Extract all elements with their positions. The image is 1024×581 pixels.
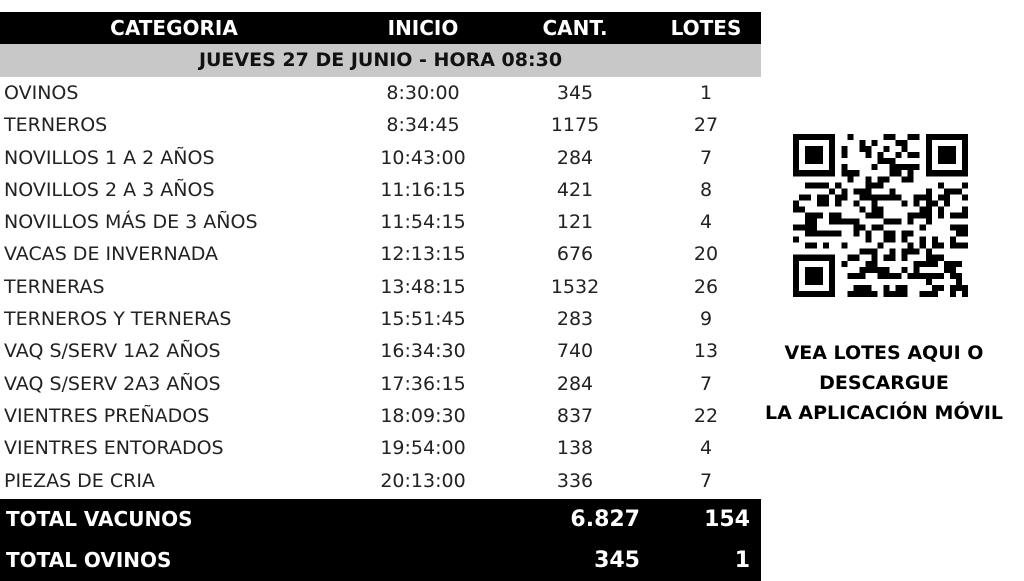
cell-inicio: 20:13:00 [380,469,466,492]
header-cant: CANT. [542,16,608,40]
cell-inicio: 12:13:15 [380,243,466,266]
cell-categoria: TERNERAS [4,275,105,298]
header-categoria: CATEGORIA [110,16,238,40]
cell-cant: 837 [556,404,594,427]
cell-cant: 336 [556,469,594,492]
cell-categoria: PIEZAS DE CRIA [4,469,155,492]
cell-lotes: 4 [699,211,713,234]
total-label: TOTAL OVINOS [6,547,172,572]
total-cant: 345 [594,547,640,573]
lots-table [0,12,761,581]
total-vacunos-row [0,499,761,540]
cell-inicio: 15:51:45 [380,308,466,331]
cell-lotes: 7 [699,372,713,395]
total-lotes: 1 [734,547,750,573]
table-row [0,465,761,497]
table-row [0,271,761,303]
table-row [0,109,761,141]
promo-line: VEA LOTES AQUI O [784,342,984,364]
cell-cant: 676 [556,243,594,266]
table-row [0,142,761,174]
qr-code-icon[interactable] [793,133,968,298]
total-ovinos-row [0,540,761,581]
cell-categoria: VAQ S/SERV 2A3 AÑOS [4,372,221,395]
session-label: JUEVES 27 DE JUNIO - HORA 08:30 [198,49,563,71]
cell-inicio: 19:54:00 [380,437,466,460]
cell-lotes: 20 [693,243,719,266]
table-row [0,432,761,464]
cell-categoria: VACAS DE INVERNADA [4,243,219,266]
cell-categoria: NOVILLOS 2 A 3 AÑOS [4,178,215,201]
cell-lotes: 7 [699,469,713,492]
cell-inicio: 11:16:15 [380,178,466,201]
total-lotes: 154 [704,506,750,532]
table-header [0,12,761,44]
cell-lotes: 9 [699,308,713,331]
table-row [0,368,761,400]
cell-lotes: 1 [699,82,713,104]
cell-cant: 1532 [550,275,600,298]
cell-categoria: VAQ S/SERV 1A2 AÑOS [4,340,221,363]
cell-cant: 121 [556,211,594,234]
table-row [0,238,761,270]
cell-lotes: 8 [699,178,713,201]
cell-categoria: OVINOS [4,82,79,104]
cell-cant: 283 [556,308,594,331]
cell-inicio: 13:48:15 [380,275,466,298]
app-promo [745,338,1023,428]
total-label: TOTAL VACUNOS [6,506,193,531]
cell-inicio: 8:34:45 [386,114,460,137]
cell-cant: 345 [556,82,594,104]
cell-lotes: 22 [693,404,719,427]
promo-line: LA APLICACIÓN MÓVIL [765,402,1003,424]
cell-cant: 1175 [550,114,600,137]
cell-inicio: 10:43:00 [380,146,466,169]
table-row [0,206,761,238]
cell-cant: 138 [556,437,594,460]
total-cant: 6.827 [570,506,640,532]
table-row [0,400,761,432]
cell-categoria: NOVILLOS 1 A 2 AÑOS [4,146,215,169]
header-inicio: INICIO [387,16,459,40]
table-body [0,77,761,497]
cell-cant: 284 [556,372,594,395]
cell-inicio: 17:36:15 [380,372,466,395]
cell-lotes: 27 [693,114,719,137]
promo-line: DESCARGUE [819,372,949,394]
session-row [0,44,761,77]
cell-lotes: 26 [693,275,719,298]
cell-inicio: 16:34:30 [380,340,466,363]
cell-inicio: 8:30:00 [386,82,460,104]
cell-categoria: TERNEROS Y TERNERAS [4,308,232,331]
cell-cant: 284 [556,146,594,169]
cell-inicio: 11:54:15 [380,211,466,234]
cell-lotes: 13 [693,340,719,363]
header-lotes: LOTES [670,16,742,40]
cell-categoria: VIENTRES ENTORADOS [4,437,224,460]
cell-categoria: TERNEROS [4,114,108,137]
cell-lotes: 7 [699,146,713,169]
cell-inicio: 18:09:30 [380,404,466,427]
cell-categoria: VIENTRES PREÑADOS [4,404,210,427]
cell-cant: 421 [556,178,594,201]
cell-cant: 740 [556,340,594,363]
table-row [0,77,761,109]
table-row [0,303,761,335]
cell-lotes: 4 [699,437,713,460]
table-row [0,335,761,367]
table-row [0,174,761,206]
cell-categoria: NOVILLOS MÁS DE 3 AÑOS [4,211,258,234]
